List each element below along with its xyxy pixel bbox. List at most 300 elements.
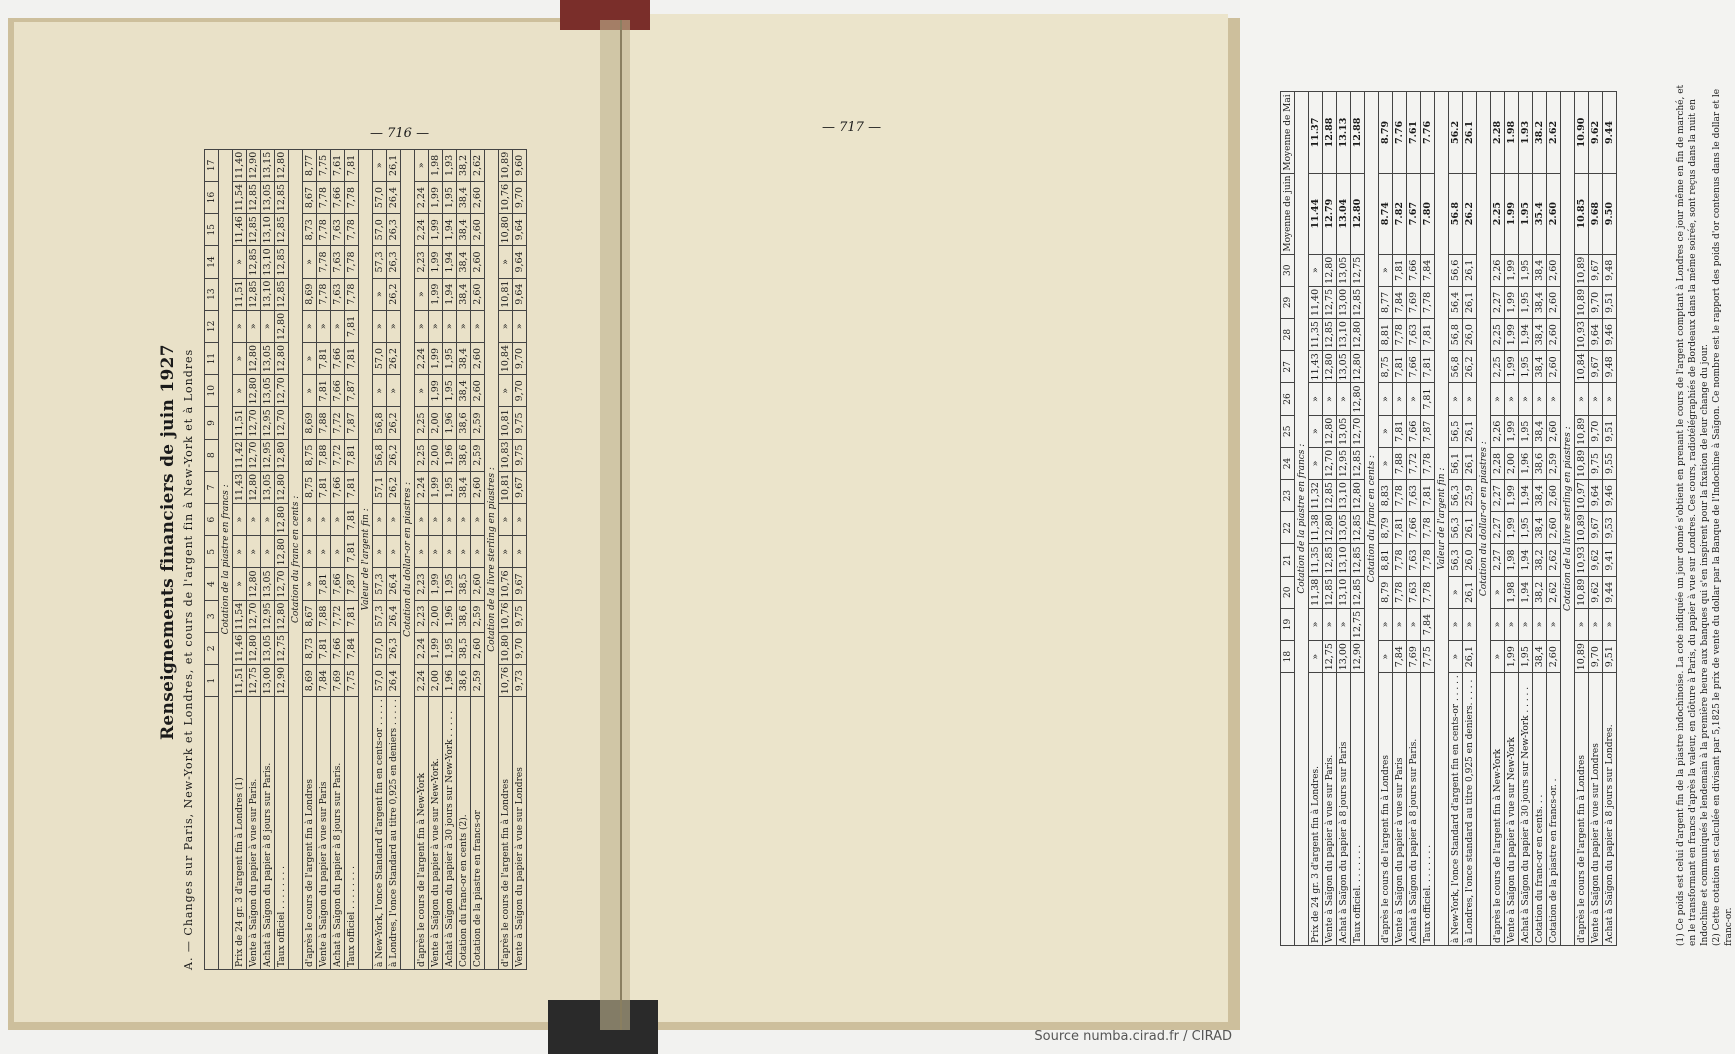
value-cell: 10,97 <box>1575 480 1589 512</box>
value-cell: 9,70 <box>1589 415 1603 447</box>
column-header: 9 <box>205 407 219 439</box>
value-cell: 12,95 <box>261 600 275 632</box>
value-cell: 38,6 <box>457 600 471 632</box>
value-cell: 7,81 <box>345 503 359 535</box>
value-cell: 1,94 <box>443 278 457 310</box>
value-cell: 8,79 <box>1379 512 1393 544</box>
value-cell: 9,70 <box>1589 641 1603 673</box>
row-label: Achat à Saïgon du papier à 8 jours sur Paris <box>1337 673 1351 946</box>
value-cell: 7,78 <box>1421 447 1435 479</box>
value-cell: 12,75 <box>1351 608 1365 640</box>
value-cell: 11,35 <box>1309 544 1323 576</box>
value-cell: 56,5 <box>1449 415 1463 447</box>
value-cell: 9,67 <box>1589 254 1603 286</box>
column-header: 30 <box>1281 254 1295 286</box>
value-cell: 26,2 <box>387 342 401 374</box>
value-cell: 56,3 <box>1449 480 1463 512</box>
value-cell: » <box>1575 383 1589 415</box>
column-header: 12 <box>205 310 219 342</box>
value-cell: 12,80 <box>275 600 289 632</box>
value-cell: 1,93 <box>443 149 457 181</box>
value-cell: 8,81 <box>1379 319 1393 351</box>
value-cell: 11,46 <box>233 214 247 246</box>
value-cell: 56,8 <box>373 407 387 439</box>
column-header: 19 <box>1281 608 1295 640</box>
value-cell: 26,1 <box>1463 641 1477 673</box>
right-page-content <box>1280 66 1734 946</box>
value-cell: 12,80 <box>247 568 261 600</box>
table-row <box>1323 92 1337 946</box>
value-cell: 12,85 <box>247 214 261 246</box>
value-cell: 7,78 <box>1393 544 1407 576</box>
section-row <box>1477 92 1491 946</box>
value-cell: 12,85 <box>275 181 289 213</box>
value-cell: 9,41 <box>1603 544 1617 576</box>
value-cell: 8.79 <box>1379 92 1393 173</box>
value-cell: 12,85 <box>275 278 289 310</box>
value-cell: 12,75 <box>247 665 261 697</box>
value-cell: 7,87 <box>345 407 359 439</box>
value-cell: 10,89 <box>1575 512 1589 544</box>
value-cell: 12,85 <box>247 181 261 213</box>
value-cell: 2,60 <box>1547 286 1561 318</box>
value-cell: 7,81 <box>1421 351 1435 383</box>
value-cell: 12,70 <box>1323 447 1337 479</box>
row-label: Cotation de la livre sterling en piastres : <box>485 149 499 969</box>
table-row <box>1407 92 1421 946</box>
value-cell: » <box>233 503 247 535</box>
row-label: Achat à Saïgon du papier à 8 jours sur Londres. <box>1603 673 1617 946</box>
value-cell: » <box>373 536 387 568</box>
column-header: 8 <box>205 439 219 471</box>
value-cell: 12,70 <box>247 407 261 439</box>
value-cell: 7.67 <box>1407 173 1421 254</box>
value-cell: 1,99 <box>1505 512 1519 544</box>
value-cell: 2,00 <box>429 439 443 471</box>
value-cell: 10,89 <box>1575 641 1589 673</box>
column-header: 11 <box>205 342 219 374</box>
table-row <box>1337 92 1351 946</box>
value-cell: 26.1 <box>1463 92 1477 173</box>
value-cell: 7.82 <box>1393 173 1407 254</box>
value-cell: » <box>1463 383 1477 415</box>
value-cell: 2,24 <box>415 632 429 664</box>
row-label: Cotation de la livre sterling en piastres : <box>1561 92 1575 946</box>
value-cell: » <box>1449 641 1463 673</box>
section-row <box>219 149 233 969</box>
value-cell: 25,9 <box>1463 480 1477 512</box>
value-cell: 7,81 <box>345 149 359 181</box>
value-cell: 12,70 <box>275 375 289 407</box>
row-label: Valeur de l'argent fin : <box>1435 92 1449 946</box>
value-cell: » <box>415 375 429 407</box>
value-cell: 2,62 <box>1547 544 1561 576</box>
value-cell: 7,81 <box>1421 383 1435 415</box>
value-cell: » <box>1575 608 1589 640</box>
value-cell: » <box>1547 608 1561 640</box>
value-cell: 12,70 <box>1351 415 1365 447</box>
value-cell: 57,1 <box>373 471 387 503</box>
value-cell: 38,4 <box>1533 641 1547 673</box>
value-cell: 26,1 <box>1463 286 1477 318</box>
value-cell: 13,00 <box>1337 641 1351 673</box>
section-row <box>401 149 415 969</box>
value-cell: 1,99 <box>1505 641 1519 673</box>
table-row <box>429 149 443 969</box>
value-cell: 11,54 <box>233 600 247 632</box>
value-cell: » <box>1323 383 1337 415</box>
rates-table-left <box>204 149 527 970</box>
value-cell: 1,94 <box>443 246 457 278</box>
table-row <box>1351 92 1365 946</box>
value-cell: 7.76 <box>1393 92 1407 173</box>
value-cell: 57,0 <box>373 214 387 246</box>
value-cell: 38,6 <box>457 439 471 471</box>
value-cell: 7,75 <box>317 149 331 181</box>
value-cell: 9.44 <box>1603 92 1617 173</box>
column-header: Moyenne de juin <box>1281 173 1295 254</box>
value-cell: 10,80 <box>499 632 513 664</box>
value-cell: 7,81 <box>345 536 359 568</box>
value-cell: » <box>1547 383 1561 415</box>
value-cell: » <box>499 310 513 342</box>
value-cell: 9,75 <box>513 439 527 471</box>
value-cell: 9,70 <box>513 375 527 407</box>
value-cell: 1,95 <box>443 375 457 407</box>
value-cell: » <box>415 310 429 342</box>
value-cell: 13,05 <box>261 632 275 664</box>
value-cell: 2,26 <box>1491 415 1505 447</box>
table-row <box>471 149 485 969</box>
value-cell: 2,25 <box>415 439 429 471</box>
value-cell: 11,43 <box>1309 351 1323 383</box>
value-cell: » <box>331 503 345 535</box>
value-cell: 26,2 <box>387 439 401 471</box>
table-row <box>1575 92 1589 946</box>
value-cell: » <box>1309 415 1323 447</box>
value-cell: 8,77 <box>1379 286 1393 318</box>
value-cell: 8,73 <box>303 632 317 664</box>
value-cell: 8,67 <box>303 181 317 213</box>
value-cell: 9,70 <box>513 342 527 374</box>
value-cell: 38,6 <box>1533 447 1547 479</box>
value-cell: 1,98 <box>429 149 443 181</box>
value-cell: 12,85 <box>1351 512 1365 544</box>
value-cell: 12,80 <box>275 342 289 374</box>
value-cell: 2,62 <box>471 149 485 181</box>
value-cell: » <box>1519 608 1533 640</box>
value-cell: 56.2 <box>1449 92 1463 173</box>
value-cell: 1,95 <box>1519 641 1533 673</box>
value-cell: 13,05 <box>1337 512 1351 544</box>
value-cell: 7,78 <box>1393 480 1407 512</box>
value-cell: 7,84 <box>1393 286 1407 318</box>
row-label: Taux officiel. . . . . . . . <box>1351 673 1365 946</box>
value-cell: 2,25 <box>415 407 429 439</box>
value-cell: » <box>247 503 261 535</box>
value-cell: 26,4 <box>387 568 401 600</box>
value-cell: 7,81 <box>345 439 359 471</box>
value-cell: 7,88 <box>317 407 331 439</box>
column-header: 7 <box>205 471 219 503</box>
row-label: Taux officiel. . . . . . . . <box>1421 673 1435 946</box>
value-cell: 10,84 <box>1575 351 1589 383</box>
value-cell: 56,8 <box>1449 319 1463 351</box>
row-label: Cotation de la piastre en francs-or <box>471 697 485 970</box>
value-cell: 57,3 <box>373 568 387 600</box>
value-cell: 11,35 <box>1309 319 1323 351</box>
value-cell: 1,99 <box>1505 415 1519 447</box>
value-cell: 7,61 <box>331 149 345 181</box>
value-cell: 12,80 <box>275 439 289 471</box>
value-cell: 9,75 <box>513 600 527 632</box>
value-cell: 2,27 <box>1491 512 1505 544</box>
value-cell: 2,60 <box>1547 415 1561 447</box>
value-cell: 7,81 <box>1421 319 1435 351</box>
value-cell: 2.28 <box>1491 92 1505 173</box>
value-cell: » <box>247 536 261 568</box>
value-cell: 12.88 <box>1351 92 1365 173</box>
value-cell: » <box>1309 608 1323 640</box>
value-cell: 38,4 <box>1533 351 1547 383</box>
table-row <box>1393 92 1407 946</box>
value-cell: » <box>513 536 527 568</box>
value-cell: 7.61 <box>1407 92 1421 173</box>
table-row <box>1449 92 1463 946</box>
value-cell: 7,66 <box>1407 254 1421 286</box>
value-cell: 26,1 <box>1463 254 1477 286</box>
value-cell: 11,38 <box>1309 576 1323 608</box>
page-subtitle: A. — Changes sur Paris, New-York et Londres, et cours de l'argent fin à New-York et à Londres <box>182 348 195 970</box>
value-cell: 38,4 <box>457 342 471 374</box>
value-cell: 2,24 <box>415 471 429 503</box>
value-cell: 26,3 <box>387 246 401 278</box>
value-cell: 13,05 <box>261 342 275 374</box>
value-cell: 1,99 <box>429 278 443 310</box>
value-cell: 56,3 <box>1449 512 1463 544</box>
value-cell: 2,28 <box>1491 447 1505 479</box>
row-label: Cotation du dollar-or en piastres : <box>401 149 415 969</box>
value-cell: 12,80 <box>247 471 261 503</box>
table-row <box>1379 92 1393 946</box>
value-cell: 1,95 <box>1519 254 1533 286</box>
value-cell: 9,62 <box>1589 576 1603 608</box>
value-cell: » <box>261 503 275 535</box>
value-cell: 7,66 <box>331 181 345 213</box>
value-cell: 9.68 <box>1589 173 1603 254</box>
value-cell: 38,4 <box>1533 415 1547 447</box>
value-cell: 10.85 <box>1575 173 1589 254</box>
value-cell: 1,95 <box>1519 286 1533 318</box>
value-cell: » <box>373 503 387 535</box>
value-cell: 12,85 <box>1323 544 1337 576</box>
value-cell: 7,72 <box>331 439 345 471</box>
value-cell: 9,60 <box>513 149 527 181</box>
value-cell: 7,88 <box>317 439 331 471</box>
value-cell: 1,95 <box>443 632 457 664</box>
section-row <box>1561 92 1575 946</box>
column-header: 3 <box>205 600 219 632</box>
value-cell: 8,77 <box>303 149 317 181</box>
value-cell: 38,5 <box>457 632 471 664</box>
value-cell: 2,60 <box>1547 351 1561 383</box>
value-cell: 57,3 <box>373 600 387 632</box>
value-cell: 7,81 <box>317 471 331 503</box>
value-cell: 12,80 <box>247 342 261 374</box>
value-cell: 26,2 <box>1463 351 1477 383</box>
value-cell: 11,46 <box>233 632 247 664</box>
value-cell: 2,27 <box>1491 286 1505 318</box>
row-label: Vente à Saïgon du papier à vue sur Paris. <box>1323 673 1337 946</box>
value-cell: 10,76 <box>499 568 513 600</box>
row-label: Achat à Saïgon du papier à 8 jours sur Paris. <box>331 697 345 970</box>
header-label-cell <box>205 697 219 970</box>
table-row <box>1309 92 1323 946</box>
column-header: 29 <box>1281 286 1295 318</box>
value-cell: 2.62 <box>1547 92 1561 173</box>
value-cell: 12,85 <box>275 246 289 278</box>
value-cell: 7,81 <box>345 342 359 374</box>
value-cell: 8,75 <box>1379 351 1393 383</box>
value-cell: 13,10 <box>1337 544 1351 576</box>
value-cell: 12,85 <box>275 214 289 246</box>
value-cell: 2,59 <box>471 439 485 471</box>
value-cell: 10,76 <box>499 181 513 213</box>
value-cell: » <box>1337 608 1351 640</box>
value-cell: 12.80 <box>1351 173 1365 254</box>
value-cell: 13,05 <box>1337 415 1351 447</box>
value-cell: 7,66 <box>1407 351 1421 383</box>
value-cell: 12.88 <box>1323 92 1337 173</box>
value-cell: 26,3 <box>387 214 401 246</box>
value-cell: 26,1 <box>1463 576 1477 608</box>
value-cell: 8,73 <box>303 214 317 246</box>
table-header-row <box>1281 92 1295 946</box>
column-header: 17 <box>205 149 219 181</box>
value-cell: 13,00 <box>261 665 275 697</box>
value-cell: 35.4 <box>1533 173 1547 254</box>
value-cell: 7,69 <box>1407 641 1421 673</box>
table-row <box>1491 92 1505 946</box>
row-label: d'après le cours de l'argent fin à Londres <box>1575 673 1589 946</box>
table-row <box>1505 92 1519 946</box>
value-cell: 38,4 <box>1533 286 1547 318</box>
value-cell: 9,67 <box>513 568 527 600</box>
value-cell: 9,75 <box>513 407 527 439</box>
value-cell: 2,25 <box>1491 351 1505 383</box>
value-cell: 8,69 <box>303 665 317 697</box>
value-cell: » <box>387 310 401 342</box>
value-cell: 7,88 <box>317 600 331 632</box>
value-cell: 56,8 <box>373 439 387 471</box>
value-cell: 38,4 <box>457 214 471 246</box>
value-cell: » <box>415 149 429 181</box>
value-cell: 2,26 <box>1491 254 1505 286</box>
column-header: 24 <box>1281 447 1295 479</box>
value-cell: » <box>303 375 317 407</box>
value-cell: 1,95 <box>443 181 457 213</box>
value-cell: 12,85 <box>1351 544 1365 576</box>
value-cell: 1,99 <box>429 568 443 600</box>
value-cell: 9,67 <box>1589 512 1603 544</box>
value-cell: 7,84 <box>1393 641 1407 673</box>
value-cell: » <box>387 375 401 407</box>
value-cell: 7,81 <box>1421 480 1435 512</box>
value-cell: 7,81 <box>317 342 331 374</box>
row-label: Cotation de la piastre en francs : <box>219 149 233 969</box>
value-cell: 7,84 <box>1421 608 1435 640</box>
value-cell: 7,87 <box>345 375 359 407</box>
value-cell: 12,90 <box>275 665 289 697</box>
value-cell: 2,24 <box>415 214 429 246</box>
value-cell: » <box>471 503 485 535</box>
value-cell: » <box>1505 608 1519 640</box>
value-cell: 26,1 <box>1463 447 1477 479</box>
column-header: 1 <box>205 665 219 697</box>
value-cell: 1,99 <box>1505 254 1519 286</box>
value-cell: 7,75 <box>345 665 359 697</box>
value-cell: 56,1 <box>1449 447 1463 479</box>
value-cell: 1,96 <box>1519 447 1533 479</box>
value-cell: 1,95 <box>1519 415 1533 447</box>
value-cell: 9,51 <box>1603 286 1617 318</box>
value-cell: 2,00 <box>429 665 443 697</box>
value-cell: 11,43 <box>233 471 247 503</box>
table-row <box>1421 92 1435 946</box>
value-cell: 26,2 <box>387 278 401 310</box>
value-cell: 12,80 <box>1351 383 1365 415</box>
value-cell: 26,2 <box>387 471 401 503</box>
value-cell: » <box>1491 576 1505 608</box>
value-cell: 2,59 <box>471 600 485 632</box>
value-cell: 7,78 <box>1421 576 1435 608</box>
value-cell: 2,25 <box>1491 319 1505 351</box>
value-cell: 38,2 <box>1533 544 1547 576</box>
value-cell: 7,81 <box>1393 512 1407 544</box>
value-cell: 7,81 <box>1393 415 1407 447</box>
value-cell: 8,75 <box>303 471 317 503</box>
row-label: d'après le cours de l'argent fin à New-York <box>415 697 429 970</box>
column-header: 2 <box>205 632 219 664</box>
value-cell: » <box>317 310 331 342</box>
column-header: 10 <box>205 375 219 407</box>
value-cell: 7,78 <box>345 214 359 246</box>
value-cell: » <box>373 149 387 181</box>
value-cell: » <box>1589 383 1603 415</box>
value-cell: 2,60 <box>471 214 485 246</box>
header-label-cell <box>1281 673 1295 946</box>
row-label: Vente à Saïgon du papier à vue sur Londres <box>513 697 527 970</box>
value-cell: 10,76 <box>499 665 513 697</box>
value-cell: » <box>1379 447 1393 479</box>
value-cell: 38,4 <box>457 246 471 278</box>
value-cell: 11,51 <box>233 665 247 697</box>
row-label: Prix de 24 gr. 3 d'argent fin à Londres. <box>1309 673 1323 946</box>
row-label: d'après le cours de l'argent fin à Londres <box>499 697 513 970</box>
value-cell: 38,4 <box>457 471 471 503</box>
column-header: 15 <box>205 214 219 246</box>
value-cell: 13,15 <box>261 149 275 181</box>
value-cell: 9,75 <box>1589 447 1603 479</box>
value-cell: 7,84 <box>345 632 359 664</box>
value-cell: 12,75 <box>1323 641 1337 673</box>
row-label: à Londres, l'once standard au titre 0,925 en deniers. . . . . <box>1463 673 1477 946</box>
value-cell: 7,66 <box>331 632 345 664</box>
value-cell: 10,76 <box>499 600 513 632</box>
value-cell: 57,0 <box>373 181 387 213</box>
rates-table-right <box>1280 91 1617 946</box>
value-cell: 2,59 <box>1547 447 1561 479</box>
